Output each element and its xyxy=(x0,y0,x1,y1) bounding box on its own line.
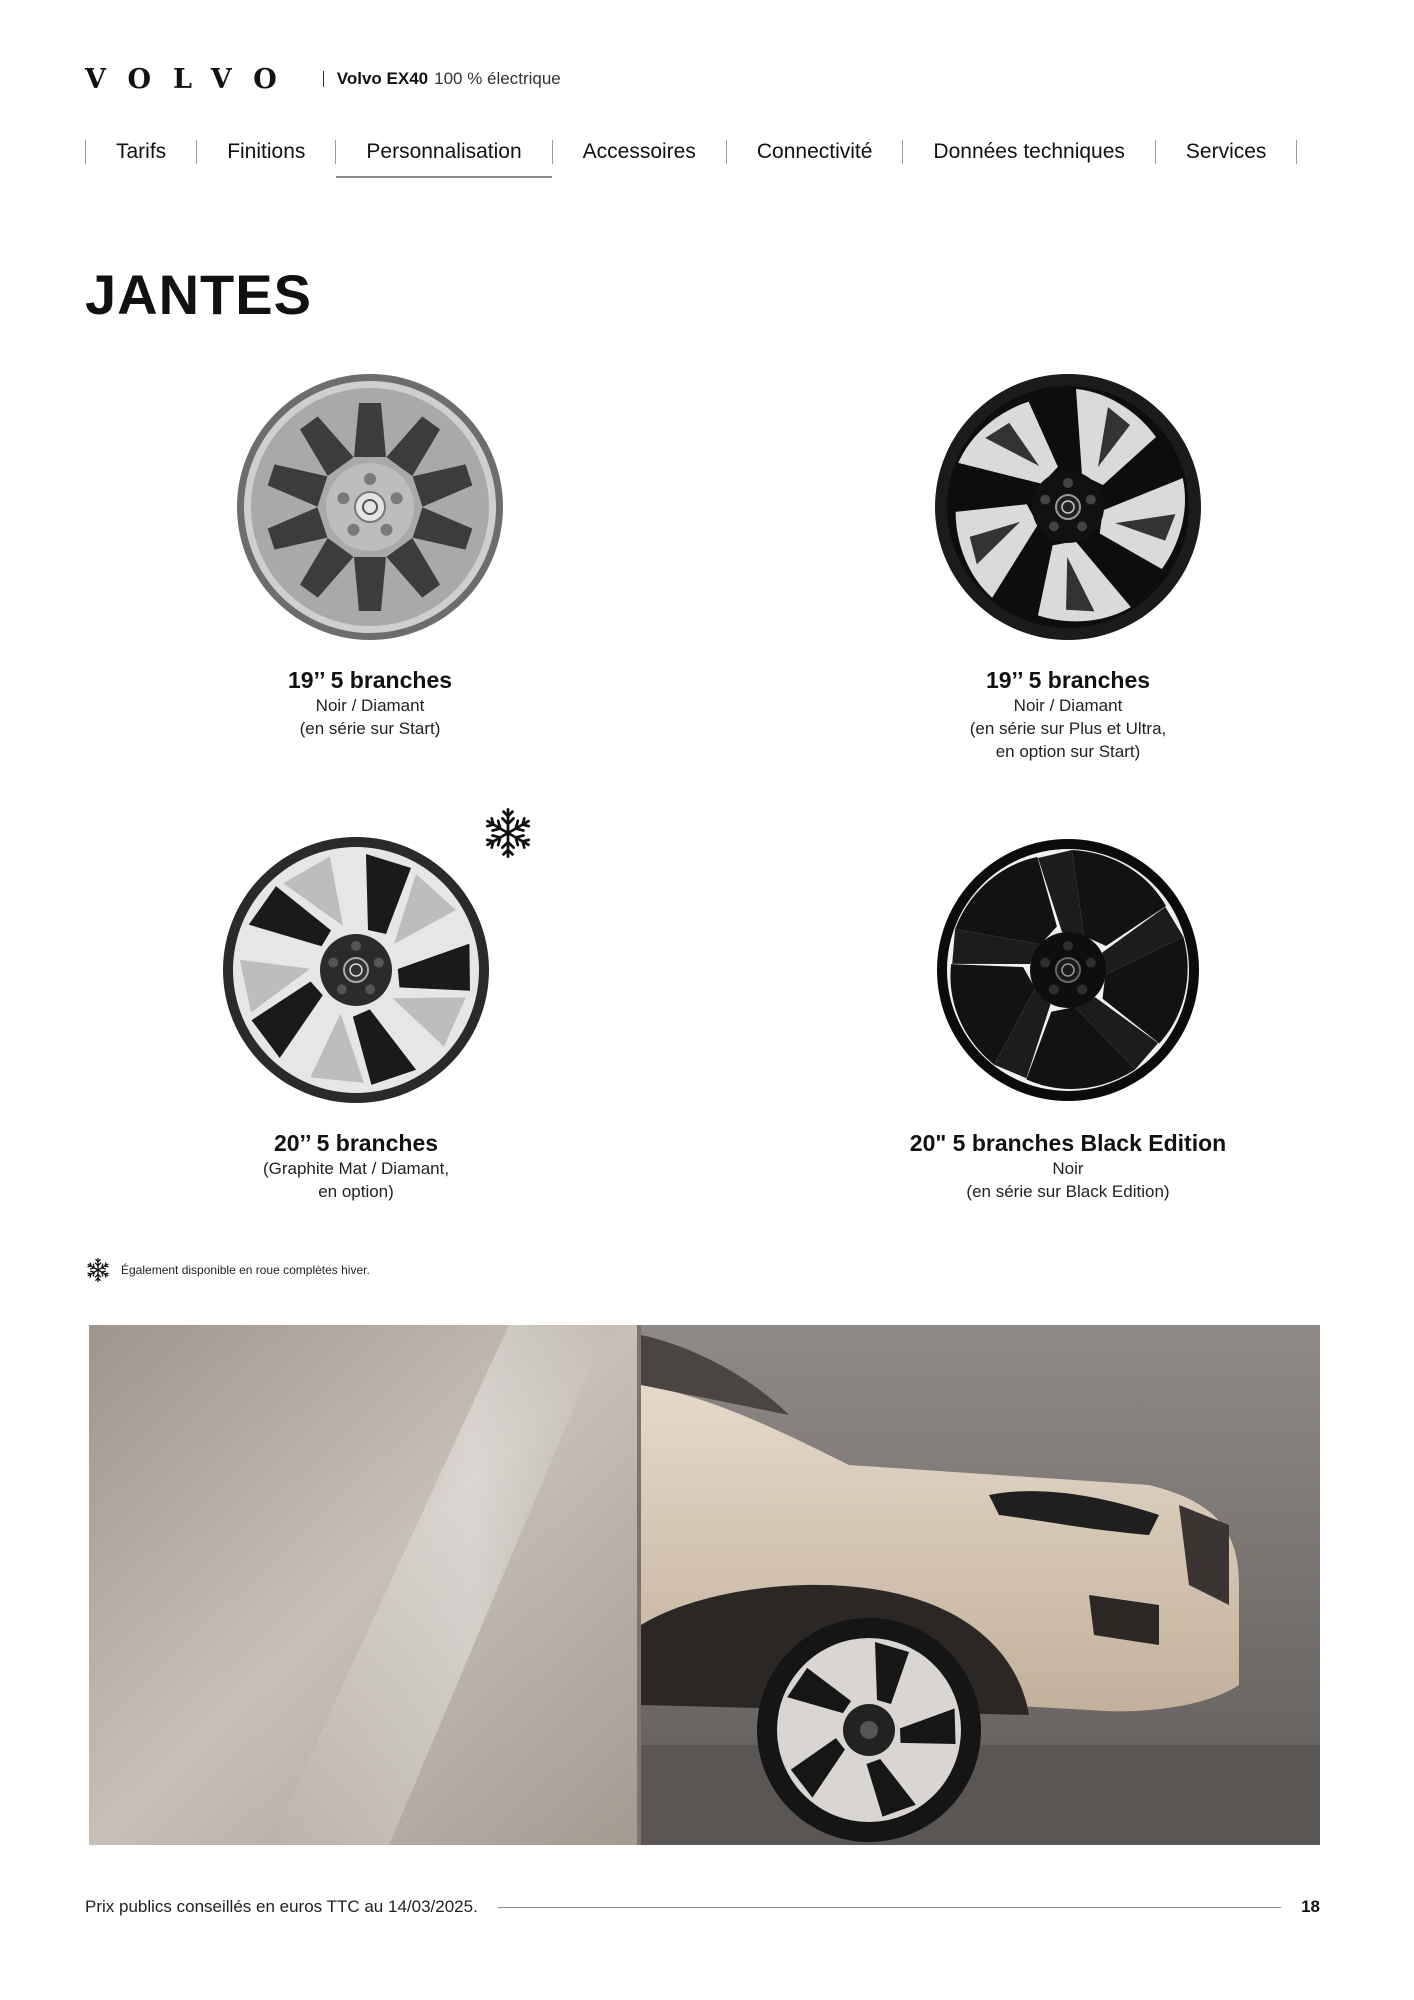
page-number: 18 xyxy=(1301,1897,1320,1916)
volvo-logo: VOLVO xyxy=(85,63,299,95)
price-disclaimer: Prix publics conseillés en euros TTC au 14/03/2025. xyxy=(85,1897,478,1916)
page-footer xyxy=(85,1895,1320,1919)
main-nav xyxy=(85,130,1330,174)
wheel-description: Noir / Diamant xyxy=(1013,696,1123,715)
footnote-text: Également disponible en roue complètes hiver. xyxy=(121,1263,370,1277)
wheel-card xyxy=(848,372,1288,763)
car-front-wheel-photo xyxy=(89,1325,1320,1845)
model-name: Volvo EX40 xyxy=(336,69,429,88)
nav-item-connectivite[interactable]: Connectivité xyxy=(756,140,873,163)
wheel-description: Noir xyxy=(1052,1159,1084,1178)
wheel-name: 20’’ 5 branches xyxy=(273,1130,439,1156)
wheel-description: en option sur Start) xyxy=(995,742,1141,761)
wheel-name: 19’’ 5 branches xyxy=(287,667,453,693)
wheel-description: (en série sur Plus et Ultra, xyxy=(969,719,1167,738)
black-diamond-turbine-wheel-icon xyxy=(933,372,1203,642)
wheel-description: en option) xyxy=(318,1182,394,1201)
nav-item-tarifs[interactable]: Tarifs xyxy=(116,140,167,163)
header-divider xyxy=(323,71,324,87)
snowflake-icon xyxy=(85,1257,111,1283)
graphite-diamond-turbine-wheel-icon xyxy=(221,835,491,1105)
wheel-card xyxy=(848,835,1288,1203)
nav-item-finitions[interactable]: Finitions xyxy=(227,140,306,163)
wheel-description: (Graphite Mat / Diamant, xyxy=(262,1159,450,1178)
wheel-name: 19’’ 5 branches xyxy=(985,667,1151,693)
silver-multi-spoke-wheel-icon xyxy=(235,372,505,642)
wheel-description: (en série sur Black Edition) xyxy=(966,1182,1170,1201)
nav-item-accessoires[interactable]: Accessoires xyxy=(582,140,696,163)
page-header xyxy=(85,64,1335,94)
nav-divider xyxy=(1296,140,1297,164)
footer-divider xyxy=(498,1907,1281,1908)
wheel-description: Noir / Diamant xyxy=(315,696,425,715)
wheel-description: (en série sur Start) xyxy=(299,719,441,738)
model-subtitle: 100 % électrique xyxy=(434,69,561,88)
section-title: JANTES xyxy=(85,263,312,326)
winter-footnote xyxy=(85,1257,370,1283)
nav-item-personnalisation[interactable]: Personnalisation xyxy=(336,132,551,172)
wheel-card xyxy=(150,372,590,740)
wheel-card xyxy=(136,835,576,1203)
black-turbine-wheel-icon xyxy=(933,835,1203,1105)
nav-item-services[interactable]: Services xyxy=(1185,140,1267,163)
nav-item-donnees-techniques[interactable]: Données techniques xyxy=(933,140,1125,163)
wheel-name: 20" 5 branches Black Edition xyxy=(909,1130,1227,1156)
